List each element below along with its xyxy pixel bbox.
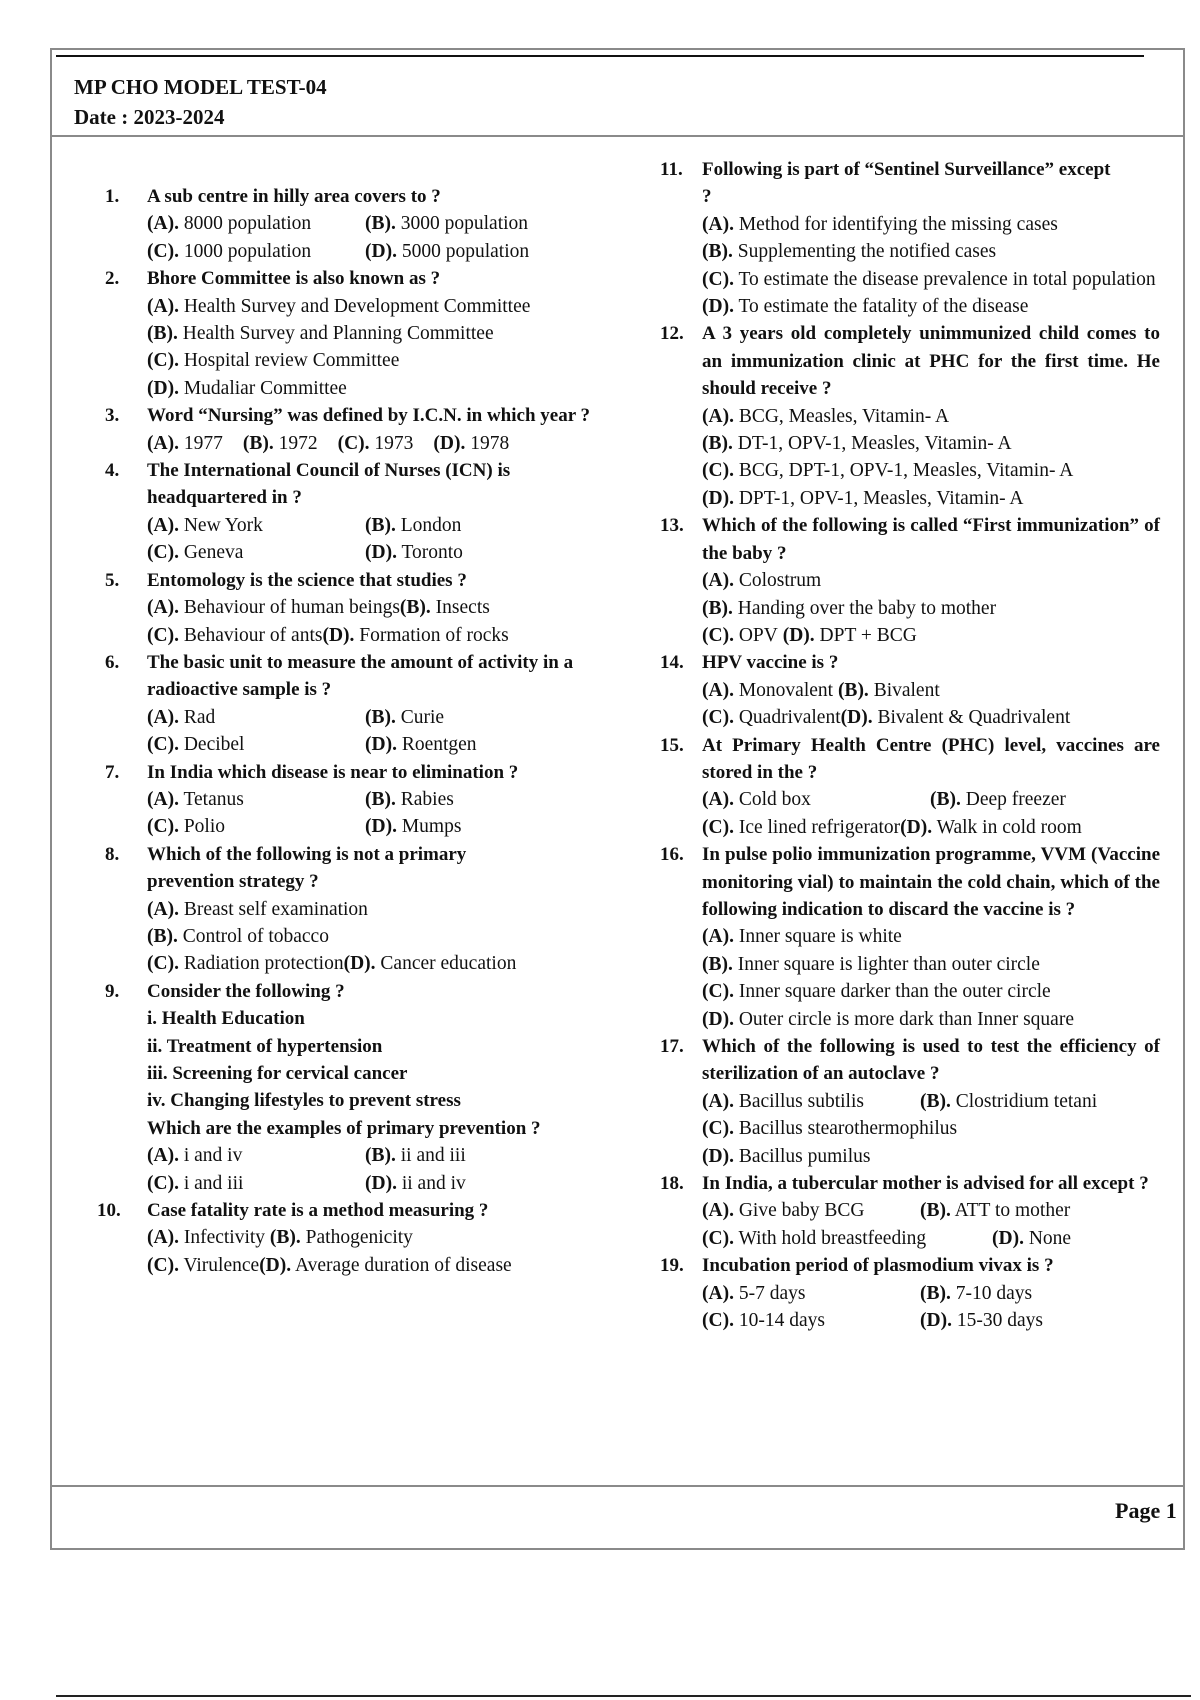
question-text: Word “Nursing” was defined by I.C.N. in which year ? (147, 405, 591, 427)
question-text: Which of the following is used to test the efficiency of sterilization of an autoclave ? (702, 1036, 1160, 1085)
option-b: (B). Curie (365, 706, 445, 728)
option-c: (C). Radiation protection (147, 953, 344, 975)
statement-2: ii. Treatment of hypertension (147, 1035, 383, 1057)
options (147, 896, 610, 978)
question-18: 18. In India, a tubercular mother is advised for all except ? (A). Give baby BCG (B). ATT to mother (C). With hold breastfeeding (D). None (660, 1170, 1160, 1252)
question-14: 14. HPV vaccine is ? (A). Monovalent (B). Bivalent (C). Quadrivalent(D). Bivalent & Quadrivalent (660, 649, 1160, 731)
options (147, 293, 610, 403)
option-c: (C). With hold breastfeeding (702, 1227, 927, 1249)
option-d: (D). To estimate the fatality of the disease (702, 296, 1029, 318)
question-text: Incubation period of plasmodium vivax is ? (702, 1255, 1054, 1277)
right-column (660, 156, 1160, 1334)
question-17: 17. Which of the following is used to test the efficiency of sterilization of an autoclave ? (A). Bacillus subtilis (B). Clostridium tetani (C). Bacillus stearothermophilus (D). Bacillus pumilus (660, 1033, 1160, 1170)
page-header (74, 72, 327, 132)
option-b: (B). Pathogenicity (269, 1227, 413, 1249)
option-c: (C). Geneva (147, 542, 244, 564)
bottom-rule (56, 1695, 1191, 1697)
options (702, 923, 1160, 1033)
options (147, 594, 610, 649)
question-13: 13. Which of the following is called “First immunization” of the baby ? (A). Colostrum (B). Handing over the baby to mother (C). OPV (D). DPT + BCG (660, 512, 1160, 649)
question-text: Following is part of “Sentinel Surveillance” except ? (702, 159, 1111, 208)
options (702, 677, 1160, 732)
option-b: (B). Rabies (365, 788, 454, 810)
option-c: (C). Virulence (147, 1254, 260, 1276)
test-date: Date : 2023-2024 (74, 105, 225, 129)
question-text: HPV vaccine is ? (702, 652, 839, 674)
option-a: (A). Cold box (702, 789, 811, 811)
options (147, 704, 610, 759)
option-b: (B). London (365, 514, 462, 536)
option-a: (A). Monovalent (702, 679, 834, 701)
option-b: (B). ii and iii (365, 1145, 466, 1167)
option-c: (C). Inner square darker than the outer circle (702, 981, 1051, 1003)
option-b: (B). 1972 (242, 432, 318, 454)
left-column (97, 183, 610, 1279)
option-a: (A). Health Survey and Development Committee (147, 295, 531, 317)
option-a: (A). Rad (147, 706, 216, 728)
option-c: (C). 1973 (337, 432, 414, 454)
question-5: 5. Entomology is the science that studies ? (A). Behaviour of human beings(B). Insects (C). Behaviour of ants(D). Formation of rocks (105, 567, 610, 649)
question-text: Which of the following is not a primary prevention strategy ? (147, 843, 467, 893)
question-text: The basic unit to measure the amount of activity in a radioactive sample is ? (147, 651, 574, 701)
option-b: (B). Handing over the baby to mother (702, 597, 997, 619)
question-text: In India which disease is near to elimination ? (147, 761, 519, 783)
options (702, 403, 1160, 513)
option-c: (C). Behaviour of ants (147, 624, 323, 646)
question-15: 15. At Primary Health Centre (PHC) level, vaccines are stored in the ? (A). Cold box (B). Deep freezer (C). Ice lined refrigerator(D). Walk in cold room (660, 732, 1160, 842)
option-a: (A). Bacillus subtilis (702, 1090, 864, 1112)
option-c: (C). i and iii (147, 1172, 244, 1194)
question-4: 4. The International Council of Nurses (ICN) is headquartered in ? (A). New York (B). London (C). Geneva (D). Toronto (105, 457, 610, 567)
options (147, 512, 610, 567)
option-a: (A). Behaviour of human beings (147, 597, 400, 619)
option-a: (A). New York (147, 514, 263, 536)
option-a: (A). Inner square is white (702, 926, 902, 948)
options (702, 1280, 1160, 1335)
option-a: (A). Tetanus (147, 788, 244, 810)
option-c: (C). Ice lined refrigerator (702, 816, 901, 838)
question-text: Entomology is the science that studies ? (147, 569, 467, 591)
option-a: (A). 8000 population (147, 213, 312, 235)
question-text: Case fatality rate is a method measuring ? (147, 1200, 489, 1222)
question-9: 9. Consider the following ? i. Health Education ii. Treatment of hypertension iii. Screening for cervical cancer iv. Changing lifestyles to prevent stress Which are the examples of primary prevention ? (A). i and iv (B). ii and iii (C). i and iii (D). ii and iv (105, 978, 610, 1197)
option-d: (D). DPT + BCG (782, 624, 917, 646)
option-b: (B). 7-10 days (920, 1282, 1033, 1304)
option-b: (B). DT-1, OPV-1, Measles, Vitamin- A (702, 433, 1012, 455)
statement-4: iv. Changing lifestyles to prevent stress (147, 1090, 461, 1112)
question-8: 8. Which of the following is not a primary prevention strategy ? (A). Breast self examination (B). Control of tobacco (C). Radiation protection(D). Cancer education (105, 841, 610, 978)
option-c: (C). 10-14 days (702, 1310, 825, 1332)
option-c: (C). Polio (147, 816, 226, 838)
option-d: (D). 1978 (433, 432, 510, 454)
question-text: A sub centre in hilly area covers to ? (147, 186, 441, 207)
question-prompt: Which are the examples of primary prevention ? (147, 1117, 541, 1139)
question-16: 16. In pulse polio immunization programme, VVM (Vaccine monitoring vial) to maintain the cold chain, which of the following indication to discard the vaccine is ? (A). Inner square is white (B). Inner square is lighter than outer circle (C). Inner square darker than the outer circle (D). Outer circle is more dark than Inner square (660, 841, 1160, 1033)
option-a: (A). 5-7 days (702, 1282, 806, 1304)
option-d: (D). Cancer education (343, 953, 517, 975)
option-d: (D). Toronto (365, 542, 463, 564)
options (147, 1224, 610, 1279)
option-b: (B). Control of tobacco (147, 925, 329, 947)
options (702, 1197, 1160, 1252)
options (147, 210, 610, 265)
option-a: (A). Give baby BCG (702, 1200, 865, 1222)
question-12: 12. A 3 years old completely unimmunized child comes to an immunization clinic at PHC for the first time. He should receive ? (A). BCG, Measles, Vitamin- A (B). DT-1, OPV-1, Measles, Vitamin- A (C). BCG, DPT-1, OPV-1, Measles, Vitamin- A (D). DPT-1, OPV-1, Measles, Vitamin- A (660, 320, 1160, 512)
option-b: (B). Clostridium tetani (920, 1090, 1098, 1112)
question-2: 2. Bhore Committee is also known as ? (A). Health Survey and Development Committee (B). Health Survey and Planning Committee (C). Hospital review Committee (D). Mudaliar Committee (105, 265, 610, 402)
options (702, 1088, 1160, 1170)
question-3: 3. Word “Nursing” was defined by I.C.N. in which year ? (A). 1977 (B). 1972 (C). 1973 (D). 1978 (105, 402, 610, 457)
question-text: At Primary Health Centre (PHC) level, vaccines are stored in the ? (702, 734, 1160, 783)
option-d: (D). Outer circle is more dark than Inner square (702, 1008, 1074, 1030)
option-c: (C). 1000 population (147, 240, 312, 262)
question-text: In India, a tubercular mother is advised for all except ? (702, 1173, 1149, 1195)
question-6: 6. The basic unit to measure the amount of activity in a radioactive sample is ? (A). Rad (B). Curie (C). Decibel (D). Roentgen (105, 649, 610, 759)
option-c: (C). Bacillus stearothermophilus (702, 1118, 958, 1140)
statement-3: iii. Screening for cervical cancer (147, 1063, 408, 1084)
page-number: Page 1 (1115, 1498, 1177, 1523)
option-b: (B). 3000 population (365, 213, 529, 235)
question-10: 10. Case fatality rate is a method measuring ? (A). Infectivity (B). Pathogenicity (C). Virulence(D). Average duration of disease (105, 1197, 610, 1279)
question-19: 19. Incubation period of plasmodium vivax is ? (A). 5-7 days (B). 7-10 days (C). 10-14 days (D). 15-30 days (660, 1252, 1160, 1334)
header-divider (50, 135, 1185, 137)
option-d: (D). 5000 population (365, 240, 530, 262)
option-c: (C). BCG, DPT-1, OPV-1, Measles, Vitamin- A (702, 460, 1074, 482)
options (147, 1142, 610, 1197)
question-text: Consider the following ? (147, 980, 345, 1002)
option-c: (C). To estimate the disease prevalence in total population (702, 268, 1156, 290)
option-c: (C). OPV (702, 624, 778, 646)
option-a: (A). BCG, Measles, Vitamin- A (702, 405, 950, 427)
option-d: (D). 15-30 days (920, 1310, 1043, 1332)
option-b: (B). ATT to mother (920, 1200, 1071, 1222)
option-b: (B). Bivalent (837, 679, 940, 701)
question-text: In pulse polio immunization programme, VVM (Vaccine monitoring vial) to maintain the cold chain, which of the following indication to discard the vaccine is ? (702, 844, 1160, 920)
option-d: (D). Walk in cold room (900, 816, 1082, 838)
question-7: 7. In India which disease is near to elimination ? (A). Tetanus (B). Rabies (C). Polio (D). Mumps (105, 759, 610, 841)
option-c: (C). Decibel (147, 734, 245, 756)
option-c: (C). Quadrivalent (702, 707, 841, 729)
question-text: The International Council of Nurses (ICN) is headquartered in ? (147, 460, 511, 509)
option-b: (B). Supplementing the notified cases (702, 241, 997, 263)
options (702, 786, 1160, 841)
question-text: Which of the following is called “First immunization” of the baby ? (702, 515, 1160, 564)
option-c: (C). Hospital review Committee (147, 350, 400, 372)
question-11: 11. Following is part of “Sentinel Surveillance” except ? (A). Method for identifying the missing cases (B). Supplementing the notified cases (C). To estimate the disease prevalence in total population (D). To estimate the fatality of the disease (660, 156, 1160, 320)
test-title: MP CHO MODEL TEST-04 (74, 75, 327, 99)
option-a: (A). Infectivity (147, 1227, 266, 1249)
option-b: (B). Insects (399, 597, 490, 619)
option-a: (A). Breast self examination (147, 898, 368, 920)
option-d: (D). Bivalent & Quadrivalent (840, 707, 1071, 729)
option-d: (D). DPT-1, OPV-1, Measles, Vitamin- A (702, 487, 1024, 509)
option-d: (D). ii and iv (365, 1172, 466, 1194)
option-d: (D). Mumps (365, 816, 462, 838)
option-d: (D). Mudaliar Committee (147, 377, 347, 399)
option-b: (B). Health Survey and Planning Committee (147, 323, 494, 345)
question-text: Bhore Committee is also known as ? (147, 268, 441, 290)
option-d: (D). Average duration of disease (259, 1254, 512, 1276)
options (147, 786, 610, 841)
options (147, 430, 610, 457)
footer-divider (50, 1485, 1185, 1487)
option-d: (D). Roentgen (365, 734, 477, 756)
option-a: (A). Colostrum (702, 570, 822, 592)
options (702, 567, 1160, 649)
option-a: (A). Method for identifying the missing cases (702, 213, 1058, 235)
question-1: 1. A sub centre in hilly area covers to ? (A). 8000 population (B). 3000 population (C). 1000 population (D). 5000 population (105, 183, 610, 265)
option-d: (D). None (992, 1227, 1072, 1249)
option-d: (D). Formation of rocks (322, 624, 509, 646)
option-a: (A). i and iv (147, 1145, 243, 1167)
statement-1: i. Health Education (147, 1008, 305, 1030)
option-b: (B). Inner square is lighter than outer circle (702, 953, 1040, 975)
question-text: A 3 years old completely unimmunized child comes to an immunization clinic at PHC for the first time. He should receive ? (702, 323, 1160, 400)
options (702, 211, 1160, 321)
option-a: (A). 1977 (147, 432, 223, 454)
option-d: (D). Bacillus pumilus (702, 1145, 871, 1167)
option-b: (B). Deep freezer (930, 789, 1066, 811)
